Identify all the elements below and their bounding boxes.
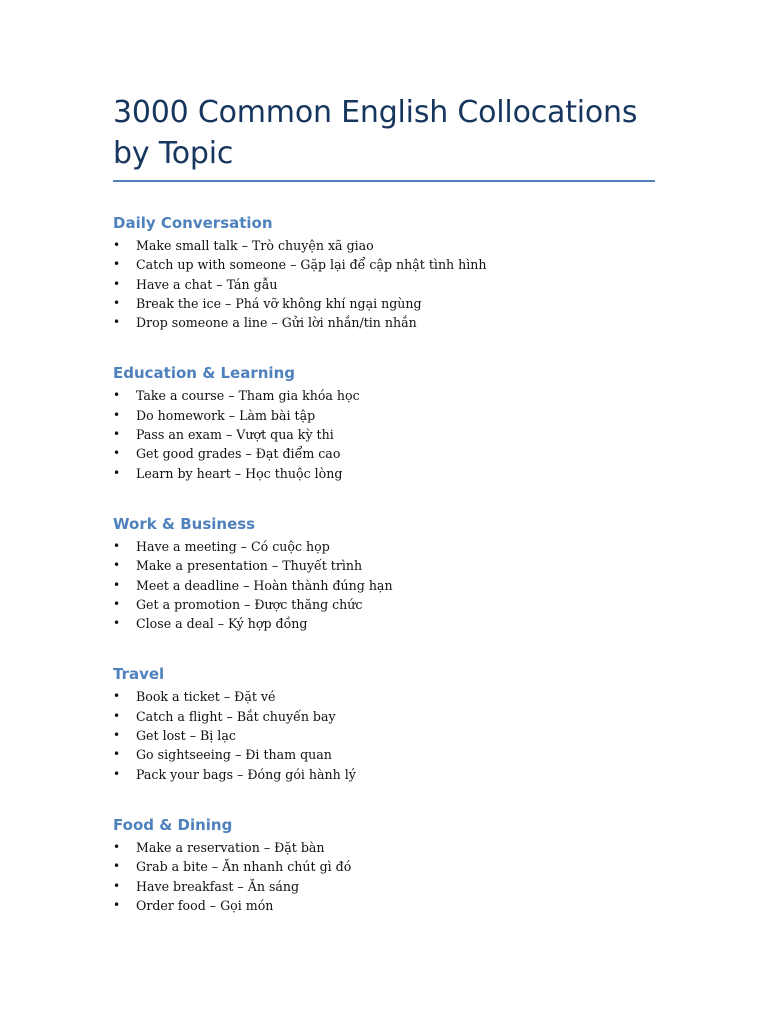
list-item [113,687,655,706]
bullet-icon: • [113,747,121,762]
section [113,212,655,332]
list-item-text: Go sightseeing – Đi tham quan [136,747,332,763]
list-item-text: Grab a bite – Ăn nhanh chút gì đó [136,859,352,875]
bullet-icon: • [113,596,121,611]
collocation-list [113,236,655,332]
list-item-text: Have a chat – Tán gẫu [136,276,278,292]
bullet-icon: • [113,897,121,912]
list-item [113,745,655,764]
list-item [113,294,655,313]
list-item-text: Book a ticket – Đặt vé [136,689,276,705]
list-item [113,595,655,614]
list-item-text: Take a course – Tham gia khóa học [136,388,360,404]
list-item-text: Make small talk – Trò chuyện xã giao [136,238,374,253]
bullet-icon: • [113,276,121,291]
bullet-icon: • [113,315,121,330]
list-item-text: Catch up with someone – Gặp lại để cập nhật tình hình [136,257,487,273]
list-item-text: Close a deal – Ký hợp đồng [136,616,308,632]
section [113,814,655,915]
list-item-text: Get good grades – Đạt điểm cao [136,446,341,462]
collocation-list [113,687,655,783]
list-item-text: Catch a flight – Bắt chuyến bay [136,708,336,724]
section-heading: Travel [113,665,165,684]
section [113,513,655,633]
collocation-list [113,537,655,633]
list-item [113,707,655,726]
bullet-icon: • [113,427,121,442]
list-item-text: Learn by heart – Học thuộc lòng [136,465,343,481]
list-item [113,556,655,575]
bullet-icon: • [113,728,121,743]
list-item-text: Meet a deadline – Hoàn thành đúng hạn [136,577,393,593]
list-item [113,386,655,405]
section-heading: Daily Conversation [113,214,273,232]
document-title: 3000 Common English Collocations by Topic [113,95,638,171]
list-item [113,838,655,857]
list-item [113,765,655,784]
collocation-list [113,386,655,482]
list-item-text: Pack your bags – Đóng gói hành lý [136,766,356,782]
section-heading: Food & Dining [113,815,233,834]
bullet-icon: • [113,616,121,631]
bullet-icon: • [113,465,121,480]
list-item-text: Do homework – Làm bài tập [136,407,316,423]
bullet-icon: • [113,295,121,310]
collocation-list [113,838,655,915]
bullet-icon: • [113,407,121,422]
bullet-icon: • [113,839,121,854]
sections-container [113,212,655,915]
list-item [113,877,655,896]
section [113,663,655,783]
list-item [113,313,655,332]
bullet-icon: • [113,558,121,573]
bullet-icon: • [113,257,121,272]
list-item-text: Order food – Gọi món [136,897,274,913]
list-item-text: Pass an exam – Vượt qua kỳ thi [136,427,334,443]
bullet-icon: • [113,538,121,553]
bullet-icon: • [113,878,121,893]
list-item [113,444,655,463]
list-item [113,857,655,876]
bullet-icon: • [113,446,121,461]
list-item [113,425,655,444]
list-item [113,896,655,915]
title-underline [113,180,655,182]
list-item-text: Get a promotion – Được thăng chức [136,596,363,612]
bullet-icon: • [113,388,121,403]
list-item [113,576,655,595]
list-item [113,726,655,745]
list-item-text: Get lost – Bị lạc [136,728,236,744]
list-item [113,614,655,633]
list-item-text: Have breakfast – Ăn sáng [136,878,300,894]
list-item-text: Have a meeting – Có cuộc họp [136,538,330,554]
section-heading: Work & Business [113,514,256,533]
list-item-text: Make a presentation – Thuyết trình [136,558,363,574]
list-item [113,255,655,274]
bullet-icon: • [113,766,121,781]
document-page [113,92,655,915]
list-item-text: Make a reservation – Đặt bàn [136,839,325,855]
list-item [113,406,655,425]
list-item [113,464,655,483]
section [113,362,655,482]
list-item [113,236,655,255]
list-item-text: Break the ice – Phá vỡ không khí ngại ngùng [136,295,422,311]
bullet-icon: • [113,238,121,252]
bullet-icon: • [113,859,121,874]
section-heading: Education & Learning [113,364,295,383]
bullet-icon: • [113,577,121,592]
list-item-text: Drop someone a line – Gửi lời nhắn/tin nhắn [136,315,417,331]
list-item [113,537,655,556]
list-item [113,275,655,294]
bullet-icon: • [113,708,121,723]
bullet-icon: • [113,689,121,704]
